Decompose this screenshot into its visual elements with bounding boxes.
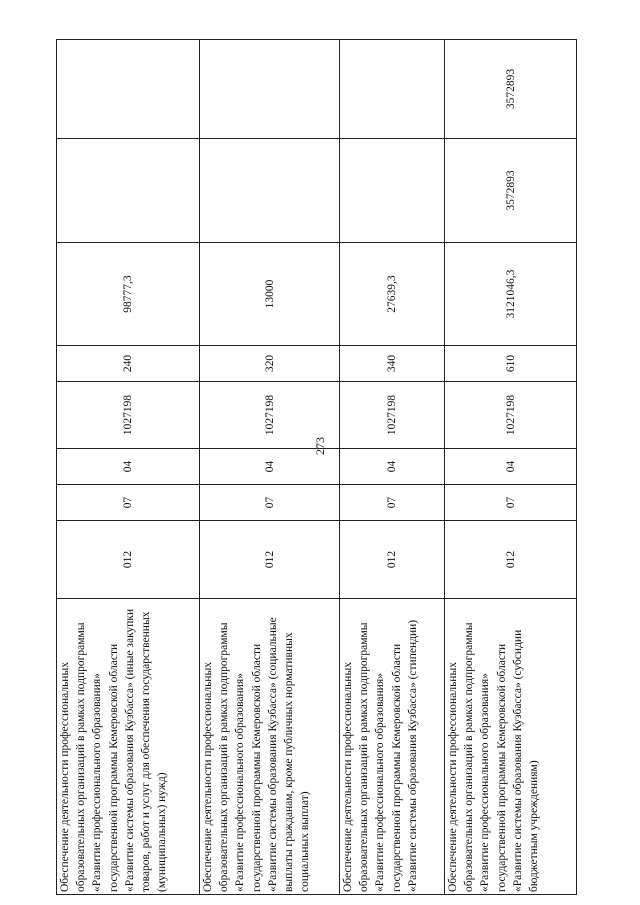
ministry-code: 012 [200, 521, 340, 599]
row-description: Обеспечение деятельности профессиональных образовательных организаций в рамках подпрограммы «Развитие профессионального образования» государственной программы Кемеровской области «Развитие системы образования Кузбасса» (стипендии) [340, 599, 445, 895]
table-row [200, 40, 340, 895]
subsection-code: 04 [340, 449, 445, 485]
amount-year-1: 13000 [200, 243, 340, 346]
row-description: Обеспечение деятельности профессиональных образовательных организаций в рамках подпрограммы «Развитие профессионального образования» государственной программы Кемеровской области «Развитие системы образования Кузбасса» (социальные выплаты гражданам, кроме публичных нормативных социальных выплат) [200, 599, 340, 895]
expense-type-code: 610 [445, 346, 577, 382]
row-description: Обеспечение деятельности профессиональных образовательных организаций в рамках подпрограммы «Развитие профессионального образования» государственной программы Кемеровской области «Развитие системы образования Кузбасса» (субсидии бюджетным учреждениям) [445, 599, 577, 895]
rotated-page [56, 40, 576, 895]
amount-year-3: 3572893 [445, 40, 577, 139]
amount-year-1: 27639,3 [340, 243, 445, 346]
amount-year-2: 3572893 [445, 139, 577, 243]
row-description: Обеспечение деятельности профессиональных образовательных организаций в рамках подпрограммы «Развитие профессионального образования» государственной программы Кемеровской области «Развитие системы образования Кузбасса» (иные закупки товаров, работ и услуг для обеспечения государственных (муниципальных) нужд) [57, 599, 200, 895]
table-row [57, 40, 200, 895]
expense-type-code: 240 [57, 346, 200, 382]
amount-year-1: 98777,3 [57, 243, 200, 346]
amount-year-3 [57, 40, 200, 139]
ministry-code: 012 [57, 521, 200, 599]
amount-year-3 [200, 40, 340, 139]
expense-type-code: 340 [340, 346, 445, 382]
table-row [445, 40, 577, 895]
expense-type-code: 320 [200, 346, 340, 382]
subsection-code: 04 [445, 449, 577, 485]
amount-year-3 [340, 40, 445, 139]
ministry-code: 012 [445, 521, 577, 599]
amount-year-2 [57, 139, 200, 243]
amount-year-2 [200, 139, 340, 243]
ministry-code: 012 [340, 521, 445, 599]
section-code: 07 [200, 485, 340, 521]
table-row [340, 40, 445, 895]
section-code: 07 [340, 485, 445, 521]
subsection-code: 04 [57, 449, 200, 485]
target-code: 1027198 [200, 382, 340, 449]
target-code: 1027198 [445, 382, 577, 449]
budget-table [56, 39, 577, 895]
section-code: 07 [445, 485, 577, 521]
amount-year-2 [340, 139, 445, 243]
subsection-code: 04 [200, 449, 340, 485]
page-number: 273 [313, 437, 327, 455]
target-code: 1027198 [57, 382, 200, 449]
amount-year-1: 3121046,3 [445, 243, 577, 346]
section-code: 07 [57, 485, 200, 521]
target-code: 1027198 [340, 382, 445, 449]
